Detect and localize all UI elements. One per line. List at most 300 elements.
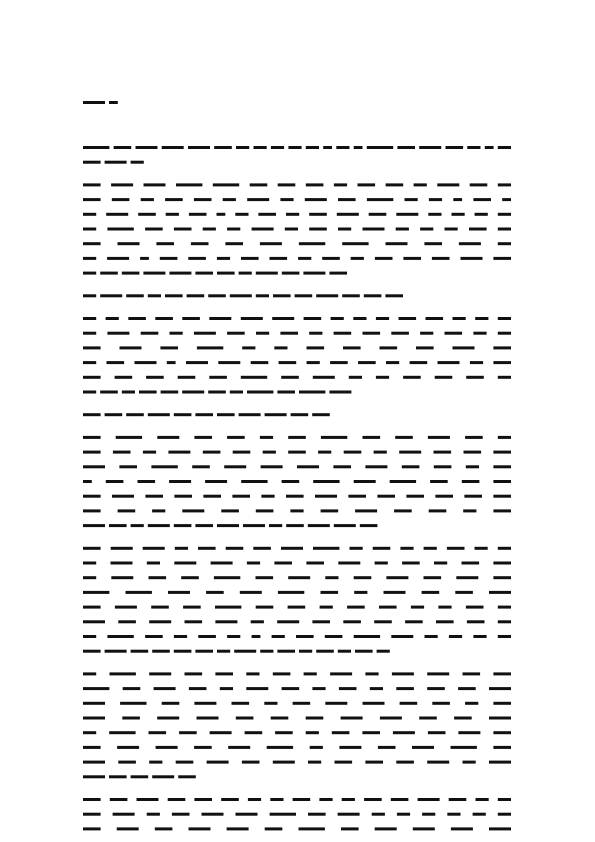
word-block [83, 524, 105, 527]
word-block [156, 242, 174, 245]
word-block [239, 272, 252, 275]
word-block [395, 436, 413, 439]
word-block [221, 798, 239, 801]
word-block [118, 761, 136, 764]
word-block [246, 672, 259, 675]
word-block [304, 317, 322, 320]
paragraph-6-line [83, 495, 511, 498]
word-block [355, 650, 373, 653]
word-block [473, 635, 486, 638]
word-block [228, 746, 250, 749]
word-block [115, 606, 137, 609]
word-block [475, 213, 488, 216]
word-block [189, 687, 207, 690]
word-block [297, 465, 319, 468]
word-block [307, 361, 320, 364]
word-block [467, 146, 480, 149]
word-block [298, 257, 311, 260]
paragraph-2-line [83, 242, 511, 245]
word-block [467, 620, 485, 623]
word-block [83, 606, 101, 609]
word-block [279, 361, 297, 364]
word-block [194, 332, 216, 335]
word-block [232, 495, 250, 498]
word-block [396, 213, 418, 216]
word-block [493, 480, 511, 483]
word-block [131, 775, 149, 778]
word-block [334, 183, 347, 186]
word-block [436, 620, 454, 623]
word-block [353, 317, 366, 320]
word-block [498, 242, 511, 245]
word-block [498, 146, 511, 149]
word-block [290, 509, 303, 512]
word-block [405, 198, 418, 201]
word-block [116, 436, 142, 439]
word-block [215, 672, 233, 675]
word-block [379, 606, 397, 609]
word-block [498, 436, 511, 439]
word-block [422, 813, 435, 816]
word-block [83, 731, 96, 734]
word-block [339, 746, 361, 749]
word-block [263, 451, 276, 454]
word-block [83, 687, 109, 690]
word-block [83, 361, 96, 364]
word-block [83, 562, 96, 565]
word-block [117, 827, 139, 830]
word-block [493, 346, 511, 349]
word-block [217, 272, 235, 275]
word-block [367, 198, 393, 201]
word-block [243, 524, 265, 527]
word-block [176, 183, 202, 186]
word-block [105, 161, 127, 164]
word-block [306, 562, 324, 565]
word-block [331, 317, 344, 320]
word-block [217, 257, 230, 260]
word-block [141, 332, 159, 335]
word-block [143, 547, 165, 550]
word-block [406, 495, 424, 498]
word-block [312, 620, 330, 623]
word-block [252, 635, 261, 638]
word-block [254, 146, 267, 149]
word-block [83, 198, 101, 201]
word-block [251, 361, 269, 364]
word-block [220, 687, 233, 690]
word-block [458, 731, 480, 734]
word-block [260, 242, 282, 245]
word-block [83, 591, 109, 594]
word-block [83, 346, 101, 349]
word-block [267, 746, 293, 749]
word-block [230, 294, 252, 297]
word-block [459, 242, 481, 245]
word-block [394, 509, 412, 512]
word-block [282, 687, 300, 690]
word-block [226, 547, 244, 550]
word-block [168, 798, 186, 801]
word-block [402, 562, 420, 565]
word-block [333, 465, 351, 468]
word-block [261, 465, 283, 468]
word-block [202, 813, 224, 816]
word-block [462, 480, 480, 483]
word-block [282, 272, 300, 275]
paragraph-1-line [83, 146, 511, 149]
word-block [369, 213, 387, 216]
word-block [203, 451, 221, 454]
word-block [498, 183, 511, 186]
word-block [175, 547, 188, 550]
word-block [312, 687, 325, 690]
word-block [138, 213, 156, 216]
word-block [320, 606, 333, 609]
word-block [83, 635, 96, 638]
word-block [209, 317, 231, 320]
paragraph-6-line [83, 480, 511, 483]
word-block [330, 361, 348, 364]
word-block [83, 146, 109, 149]
word-block [493, 746, 511, 749]
word-block [168, 591, 190, 594]
word-block [174, 413, 192, 416]
word-block [83, 228, 96, 231]
word-block [227, 635, 240, 638]
word-block [198, 635, 216, 638]
document-heading [83, 101, 118, 104]
word-block [111, 183, 133, 186]
word-block [420, 228, 433, 231]
word-block [493, 465, 511, 468]
word-block [83, 465, 105, 468]
word-block [299, 650, 312, 653]
word-block [489, 827, 511, 830]
word-block [264, 702, 277, 705]
word-block [131, 161, 144, 164]
word-block [344, 451, 362, 454]
word-block [131, 524, 144, 527]
word-block [281, 547, 303, 550]
word-block [493, 361, 511, 364]
word-block [466, 606, 484, 609]
word-block [355, 509, 377, 512]
word-block [278, 591, 304, 594]
word-block [120, 702, 146, 705]
word-block [100, 294, 122, 297]
word-block [393, 731, 415, 734]
word-block [286, 495, 304, 498]
word-block [465, 436, 483, 439]
word-block [307, 346, 325, 349]
paragraph-8-line [83, 761, 511, 764]
word-block [83, 620, 105, 623]
paragraph-7-line [83, 606, 511, 609]
word-block [139, 391, 157, 394]
paragraph-7-line [83, 576, 511, 579]
word-block [155, 827, 173, 830]
word-block [493, 562, 511, 565]
word-block [109, 775, 127, 778]
word-block [489, 717, 511, 720]
word-block [470, 361, 483, 364]
word-block [364, 294, 382, 297]
word-block [185, 672, 203, 675]
word-block [273, 294, 291, 297]
word-block [149, 672, 171, 675]
word-block [256, 332, 269, 335]
paragraph-2-line [83, 257, 511, 260]
paragraph-8-line [83, 746, 511, 749]
word-block [148, 294, 161, 297]
word-block [410, 361, 428, 364]
word-block [154, 687, 176, 690]
word-block [271, 717, 289, 720]
word-block [463, 672, 481, 675]
word-block [372, 813, 385, 816]
word-block [373, 547, 391, 550]
word-block [498, 213, 511, 216]
word-block [427, 761, 449, 764]
word-block [281, 376, 299, 379]
word-block [337, 213, 359, 216]
word-block [148, 524, 170, 527]
word-block [178, 775, 196, 778]
word-block [498, 547, 511, 550]
word-block [120, 346, 142, 349]
word-block [386, 361, 399, 364]
word-block [246, 687, 268, 690]
word-block [152, 650, 170, 653]
word-block [203, 495, 221, 498]
word-block [169, 480, 191, 483]
word-block [217, 650, 230, 653]
word-block [275, 731, 293, 734]
paragraph-8-line [83, 731, 511, 734]
word-block [187, 294, 205, 297]
paragraph-9-line [83, 813, 511, 816]
word-block [464, 451, 482, 454]
word-block [113, 451, 131, 454]
word-block [236, 146, 249, 149]
word-block [354, 480, 376, 483]
word-block [489, 761, 511, 764]
word-block [306, 717, 324, 720]
word-block [453, 198, 462, 201]
word-block [462, 562, 480, 565]
word-block [198, 547, 216, 550]
word-block [375, 827, 397, 830]
word-block [205, 480, 227, 483]
word-block [351, 257, 364, 260]
paragraph-2-line [83, 198, 511, 201]
word-block [83, 813, 101, 816]
word-block [83, 391, 96, 394]
word-block [261, 495, 274, 498]
word-block [493, 257, 511, 260]
word-block [207, 761, 229, 764]
word-block [118, 509, 136, 512]
word-block [435, 495, 453, 498]
word-block [227, 332, 245, 335]
word-block [273, 761, 295, 764]
word-block [308, 524, 330, 527]
word-block [211, 562, 233, 565]
word-block [304, 672, 317, 675]
word-block [334, 524, 356, 527]
word-block [451, 746, 477, 749]
word-block [160, 257, 178, 260]
word-block [119, 465, 137, 468]
word-block [429, 509, 447, 512]
word-block [210, 731, 232, 734]
paragraph-7-line [83, 591, 511, 594]
word-block [316, 294, 338, 297]
paragraph-4-line [83, 332, 511, 335]
word-block [197, 717, 219, 720]
word-block [413, 827, 435, 830]
word-block [260, 650, 273, 653]
word-block [473, 813, 486, 816]
word-block [475, 317, 488, 320]
word-block [286, 213, 299, 216]
paragraph-6-line [83, 451, 511, 454]
word-block [428, 213, 441, 216]
word-block [183, 606, 201, 609]
word-block [489, 591, 511, 594]
paragraph-3-line [83, 294, 403, 297]
word-block [473, 198, 491, 201]
word-block [83, 161, 101, 164]
word-block [260, 436, 273, 439]
word-block [461, 257, 483, 260]
word-block [321, 436, 347, 439]
word-block [233, 451, 251, 454]
word-block [476, 798, 489, 801]
word-block [391, 798, 409, 801]
word-block [122, 391, 135, 394]
word-block [83, 272, 96, 275]
paragraph-7-line [83, 562, 511, 565]
word-block [83, 509, 101, 512]
word-block [253, 547, 271, 550]
word-block [195, 524, 213, 527]
word-block [335, 761, 353, 764]
word-block [83, 650, 101, 653]
word-block [330, 672, 352, 675]
word-block [321, 509, 339, 512]
word-block [386, 183, 404, 186]
word-block [258, 213, 276, 216]
word-block [374, 620, 392, 623]
word-block [83, 702, 105, 705]
word-block [451, 827, 473, 830]
word-block [147, 813, 160, 816]
word-block [272, 317, 294, 320]
word-block [325, 702, 347, 705]
word-block [493, 702, 511, 705]
word-block [149, 731, 167, 734]
word-block [367, 146, 393, 149]
word-block [105, 650, 127, 653]
word-block [225, 242, 243, 245]
word-block [107, 228, 133, 231]
word-block [148, 413, 170, 416]
word-block [194, 436, 212, 439]
word-block [455, 591, 473, 594]
word-block [445, 332, 463, 335]
word-block [83, 413, 101, 416]
paragraph-7-line [83, 650, 390, 653]
word-block [83, 332, 96, 335]
word-block [106, 317, 119, 320]
word-block [438, 361, 460, 364]
word-block [256, 576, 274, 579]
word-block [318, 451, 331, 454]
word-block [245, 731, 263, 734]
word-block [354, 146, 363, 149]
word-block [384, 591, 406, 594]
word-block [217, 524, 239, 527]
word-block [83, 672, 96, 675]
word-block [338, 228, 351, 231]
word-block [272, 635, 285, 638]
word-block [152, 509, 165, 512]
word-block [293, 702, 311, 705]
word-block [453, 346, 475, 349]
word-block [354, 591, 367, 594]
word-block [145, 635, 163, 638]
word-block [174, 495, 192, 498]
word-block [273, 672, 291, 675]
word-block [364, 798, 382, 801]
word-block [83, 717, 105, 720]
word-block [165, 198, 183, 201]
word-block [174, 562, 196, 565]
word-block [265, 413, 287, 416]
word-block [360, 524, 378, 527]
word-block [286, 524, 304, 527]
word-block [498, 620, 511, 623]
word-block [83, 436, 101, 439]
word-block [197, 346, 223, 349]
word-block [248, 798, 261, 801]
word-block [109, 101, 118, 104]
word-block [378, 746, 396, 749]
word-block [214, 146, 232, 149]
word-block [339, 687, 357, 690]
word-block [380, 717, 402, 720]
word-block [438, 606, 451, 609]
word-block [432, 702, 450, 705]
word-block [241, 317, 263, 320]
word-block [432, 257, 450, 260]
word-block [143, 451, 156, 454]
word-block [110, 798, 128, 801]
word-block [241, 257, 259, 260]
word-block [100, 272, 118, 275]
word-block [170, 332, 183, 335]
word-block [166, 213, 179, 216]
word-block [288, 576, 310, 579]
word-block [312, 413, 330, 416]
word-block [363, 436, 381, 439]
word-block [235, 213, 248, 216]
word-block [386, 576, 408, 579]
word-block [362, 731, 380, 734]
word-block [316, 650, 334, 653]
